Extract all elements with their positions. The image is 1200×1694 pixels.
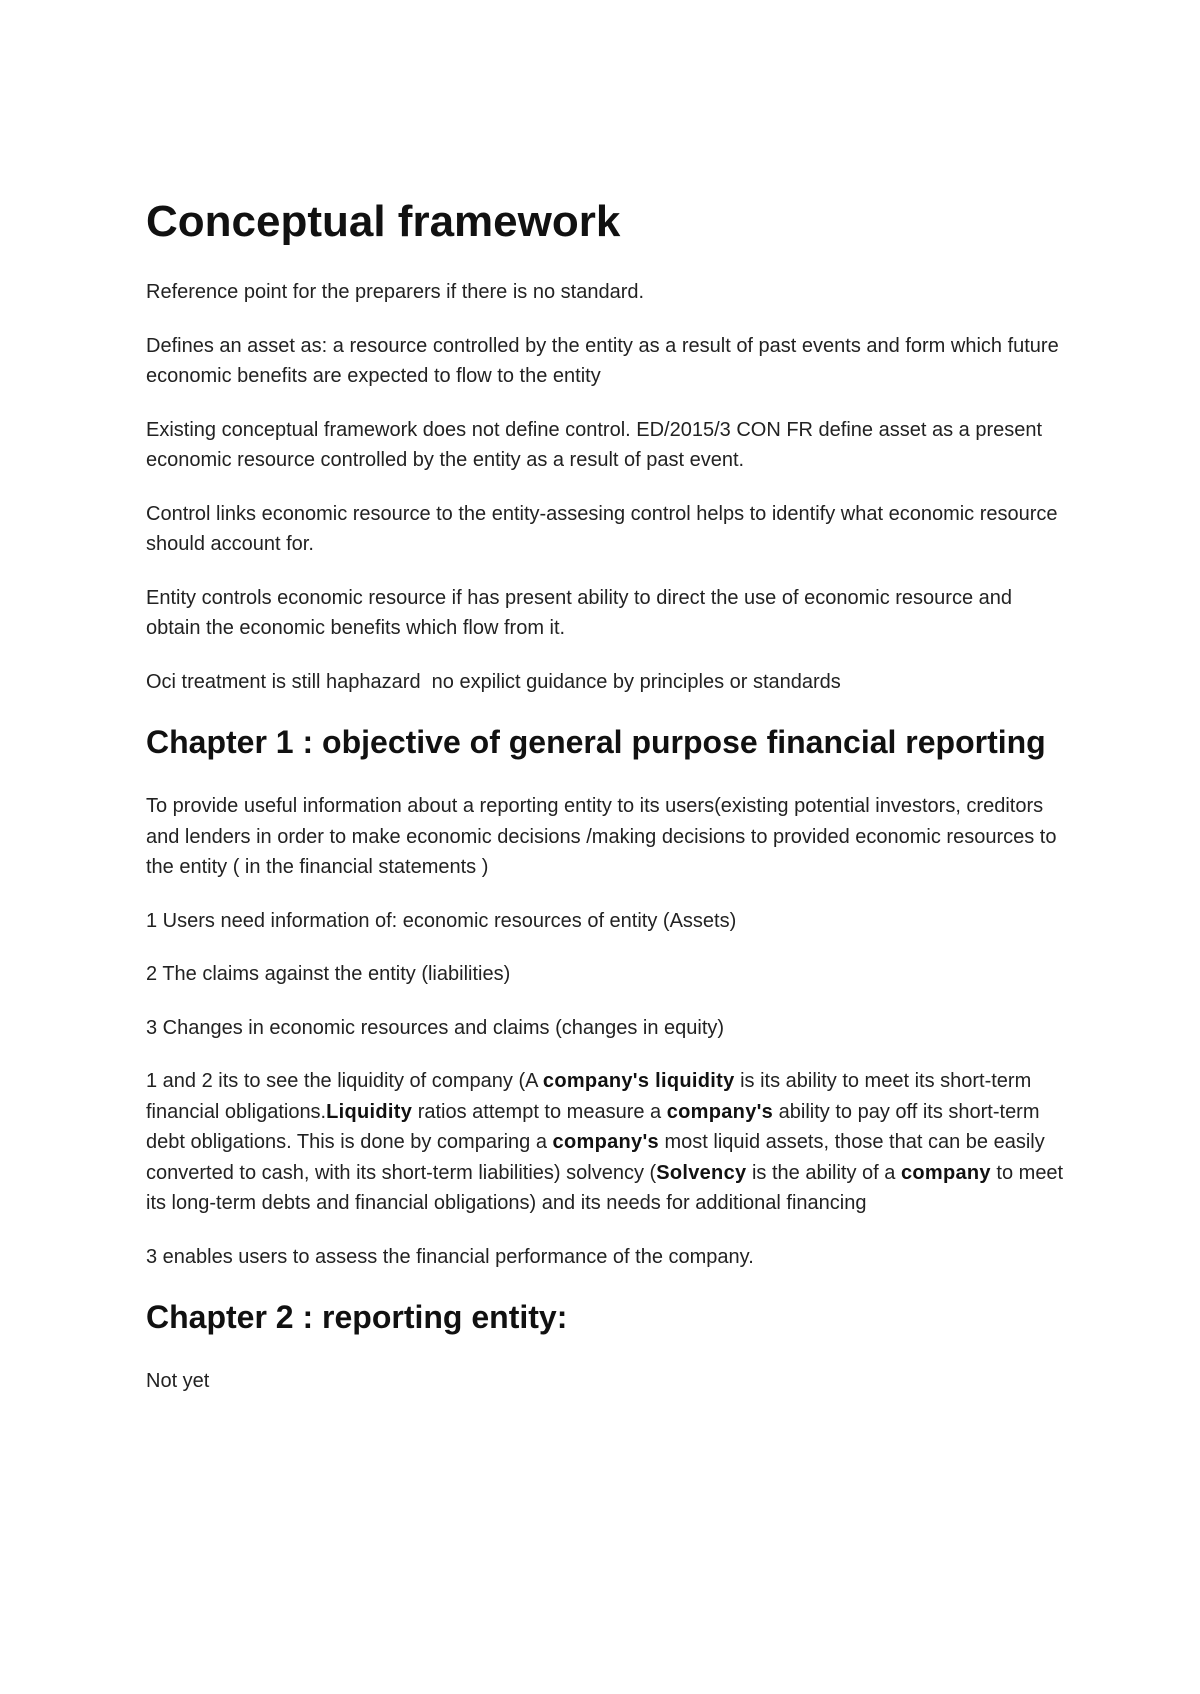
intro-paragraph-4: Control links economic resource to the entity-assesing control helps to identify what economic resource should account for. [146,502,1058,555]
intro-paragraph-6: Oci treatment is still haphazard no expilict guidance by principles or standards [146,670,841,693]
chapter-1-paragraph-3: 2 The claims against the entity (liabilities) [146,963,511,985]
document-title: Conceptual framework [146,197,621,246]
intro-paragraph-5: Entity controls economic resource if has present ability to direct the use of economic resource and obtain the economic benefits which flow from it. [146,586,1012,639]
liquidity-text-1: 1 and 2 its to see the liquidity of company (A [146,1070,543,1092]
liquidity-text-5: most liquid assets, those that can be easily converted to cash, with its short-term liabilities) solvency ( [146,1131,1045,1184]
intro-paragraph-3: Existing conceptual framework does not define control. ED/2015/3 CON FR define asset as a present economic resource controlled by the entity as a result of past event. [146,418,1043,471]
intro-paragraph-2: Defines an asset as: a resource controlled by the entity as a result of past events and form which future economic benefits are expected to flow to the entity [146,334,1059,387]
chapter-1-heading: Chapter 1 : objective of general purpose financial reporting [146,724,1046,760]
liquidity-text-2: is its ability to meet its short-term financial obligations. [146,1070,1032,1123]
liquidity-bold-2: Liquidity [326,1100,413,1123]
liquidity-bold-6: company [900,1161,991,1184]
chapter-1-paragraph-1: To provide useful information about a reporting entity to its users(existing potential investors, creditors and lenders in order to make economic decisions /making decisions to provided economic resources to the entity ( in the financial statements ) [146,795,1057,878]
liquidity-bold-4: company's [552,1131,659,1153]
liquidity-text-3: ratios attempt to measure a [412,1100,667,1123]
liquidity-text-4: ability to pay off its short-term debt obligations. This is done by comparing a [146,1100,1040,1153]
chapter-1-closing: 3 enables users to assess the financial performance of the company. [146,1245,754,1268]
document-page [146,195,1066,1420]
chapter-2-paragraph: Not yet [146,1370,210,1392]
liquidity-text-7: to meet its long-term debts and financial obligations) and its needs for additional financing [146,1161,1064,1214]
liquidity-bold-3: company's [666,1100,774,1123]
liquidity-bold-5: Solvency [656,1161,747,1184]
intro-paragraph-1: Reference point for the preparers if there is no standard. [146,281,645,303]
chapter-1-paragraph-2: 1 Users need information of: economic resources of entity (Assets) [146,909,737,932]
liquidity-text-6: is the ability of a [746,1161,901,1184]
chapter-2-heading: Chapter 2 : reporting entity: [146,1299,568,1335]
liquidity-paragraph [146,1066,1066,1219]
liquidity-bold-1: company's liquidity [542,1070,735,1092]
chapter-1-paragraph-4: 3 Changes in economic resources and claims (changes in equity) [146,1016,725,1039]
